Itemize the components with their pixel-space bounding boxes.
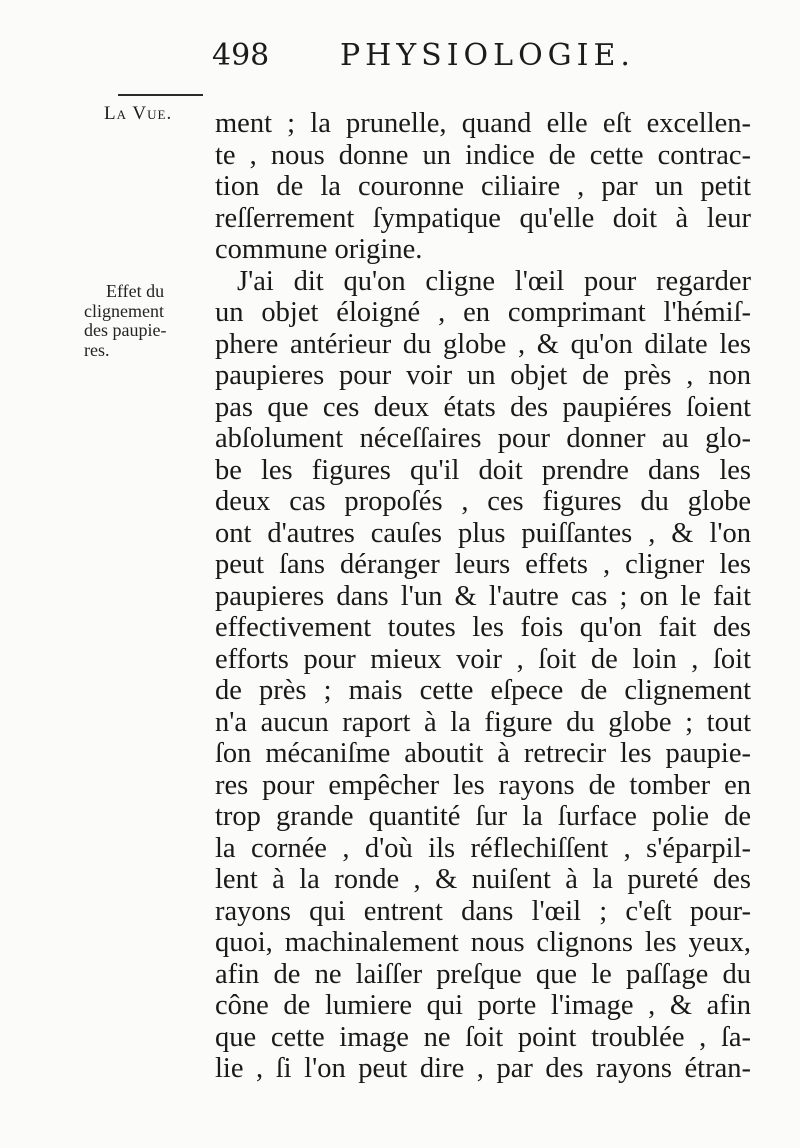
text-line: res pour empêcher les rayons de tomber en xyxy=(215,769,751,801)
text-line: lent à la ronde , & nuiſent à la pureté des xyxy=(215,864,751,895)
header-rule xyxy=(118,94,203,96)
text-line: be les figures qu'il doit prendre dans les xyxy=(215,454,751,486)
text-line: te , nous donne un indice de cette contrac- xyxy=(215,139,751,171)
page-number: 498 xyxy=(212,38,270,73)
running-title: PHYSIOLOGIE. xyxy=(340,38,635,73)
text-line: tion de la couronne ciliaire , par un petit xyxy=(215,171,751,202)
text-line: la cornée , d'où ils réflechiſſent , s'éparpil- xyxy=(215,832,751,864)
text-line: ont d'autres cauſes plus puiſſantes , & l'on xyxy=(215,517,751,549)
text-line: ſon mécaniſme aboutit à retrecir les paupie- xyxy=(215,738,751,769)
text-line: effectivement toutes les fois qu'on fait des xyxy=(215,612,751,643)
margin-note-line: des paupie- xyxy=(84,320,167,340)
text-line: reſſerrement ſympatique qu'elle doit à leur xyxy=(215,202,751,234)
text-line: deux cas propoſés , ces figures du globe xyxy=(215,486,751,517)
margin-note-line: clignement xyxy=(84,300,164,321)
text-line: de près ; mais cette eſpece de clignement xyxy=(215,675,751,706)
text-line: un objet éloigné , en comprimant l'hémiſ- xyxy=(215,297,751,328)
margin-note-line: res. xyxy=(84,339,110,360)
margin-section-title: La Vue. xyxy=(104,103,173,124)
text-line: phere antérieur du globe , & qu'on dilate les xyxy=(215,328,751,360)
text-line: cône de lumiere qui porte l'image , & afin xyxy=(215,990,751,1021)
margin-note xyxy=(84,282,200,360)
body-text xyxy=(215,108,751,1085)
text-line: pas que ces deux états des paupiéres ſoient xyxy=(215,391,751,423)
text-line: efforts pour mieux voir , ſoit de loin , ſoit xyxy=(215,643,751,675)
text-line: quoi, machinalement nous clignons les yeux, xyxy=(215,927,751,958)
text-line: J'ai dit qu'on cligne l'œil pour regarder xyxy=(237,265,751,297)
text-line: lie , ſi l'on peut dire , par des rayons étran- xyxy=(215,1053,751,1084)
text-line: ment ; la prunelle, quand elle eſt excellen- xyxy=(215,108,751,139)
text-line: n'a aucun raport à la figure du globe ; tout xyxy=(215,706,751,738)
page-header xyxy=(210,32,770,82)
text-line: que cette image ne ſoit point troublée , ſa- xyxy=(215,1021,751,1053)
margin-note-line: Effet du xyxy=(106,281,165,301)
text-line: paupieres pour voir un objet de près , non xyxy=(215,360,751,391)
text-line: afin de ne laiſſer preſque que le paſſage du xyxy=(215,958,751,990)
text-line: rayons qui entrent dans l'œil ; c'eſt pour- xyxy=(215,895,751,927)
text-line: peut ſans déranger leurs effets , cligner les xyxy=(215,549,751,580)
text-line: paupieres dans l'un & l'autre cas ; on le fait xyxy=(215,580,751,612)
text-line: abſolument néceſſaires pour donner au glo- xyxy=(215,423,751,454)
text-line: commune origine. xyxy=(215,234,423,265)
text-line: trop grande quantité ſur la ſurface polie de xyxy=(215,801,751,832)
